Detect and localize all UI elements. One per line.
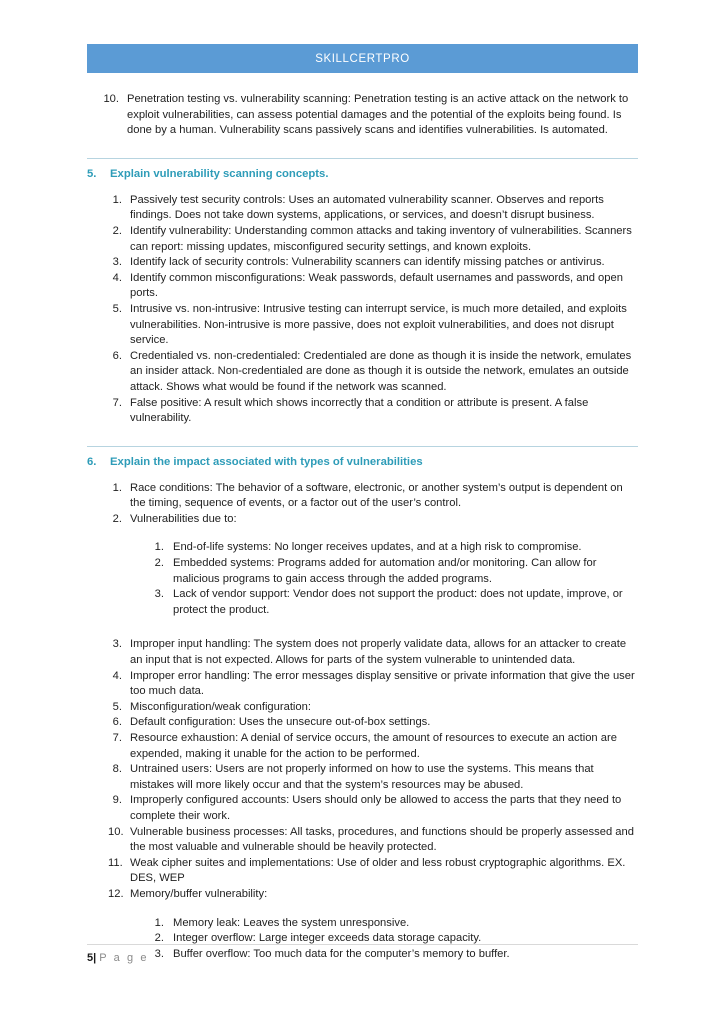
section-title: Explain the impact associated with types of vulnerabilities <box>110 455 423 468</box>
list-item-number: 7. <box>112 396 122 409</box>
list-item-number: 2. <box>112 512 122 525</box>
list-item-number: 10. <box>108 825 124 838</box>
list-item-text: Vulnerabilities due to: <box>130 512 237 525</box>
continued-list <box>87 92 638 139</box>
section-6-sublist-a <box>87 540 638 618</box>
list-item-number: 6. <box>112 349 122 362</box>
list-item-number: 4. <box>112 669 122 682</box>
list-item-number: 1. <box>112 193 122 206</box>
list-item <box>108 669 638 700</box>
footer-page-number: 5 <box>87 952 94 964</box>
list-item <box>150 540 638 556</box>
list-item-text: Misconfiguration/weak configuration: <box>130 700 311 713</box>
page-number-label <box>87 952 638 964</box>
list-item <box>108 715 638 731</box>
list-item-text: Intrusive vs. non-intrusive: Intrusive testing can interrupt service, is much more detailed, and exploits vulnerabilities. Non-intrusive is more passive, does not exploit vulnerabilities, and does not disrupt service. <box>130 302 627 347</box>
list-item-text: Identify lack of security controls: Vulnerability scanners can identify missing patches or antivirus. <box>130 256 605 269</box>
list-item-number: 3. <box>112 256 122 269</box>
list-item <box>108 856 638 887</box>
list-item <box>108 193 638 224</box>
footer-separator: | <box>93 952 97 964</box>
list-item-number: 11. <box>108 856 123 869</box>
list-item-text: Race conditions: The behavior of a software, electronic, or another system’s output is dependent on the timing, sequence of events, or a factor out of the user’s control. <box>130 481 623 510</box>
list-item-text: Improper input handling: The system does not properly validate data, allows for an attacker to create an input that is not expected. Allows for parts of the system vulnerable to unintended data. <box>130 638 627 667</box>
list-item-text: Untrained users: Users are not properly informed on how to use the systems. This means that mistakes will more likely occur and that the system’s resources may be abused. <box>130 763 594 791</box>
list-item-number: 4. <box>112 271 122 284</box>
list-item-number: 5. <box>112 302 122 315</box>
list-item <box>108 302 638 349</box>
list-item-number: 5. <box>112 700 122 713</box>
section-number: 5. <box>87 167 97 180</box>
list-item <box>108 637 638 668</box>
list-item-text: Default configuration: Uses the unsecure out-of-box settings. <box>130 716 431 729</box>
list-item-number: 2. <box>154 932 164 945</box>
list-item-text: Passively test security controls: Uses an automated vulnerability scanner. Observes and reports findings. Does not take down systems, applications, or services, and doesn’t disrupt business. <box>130 193 604 222</box>
page-footer <box>87 944 638 964</box>
list-item-number: 1. <box>154 541 164 554</box>
section-divider <box>87 158 638 159</box>
spacer <box>87 73 638 92</box>
list-item-text: Credentialed vs. non-credentialed: Credentialed are done as though it is inside the network, emulates an insider attack. Non-credentialed are done as though it is outside the network, emulates an outside attack. Shows what would be found if the network was scanned. <box>130 349 632 393</box>
list-item-text: End-of-life systems: No longer receives updates, and at a high risk to compromise. <box>173 541 582 554</box>
list-item <box>108 793 638 824</box>
list-item-text: False positive: A result which shows incorrectly that a condition or attribute is present. A false vulnerability. <box>130 396 589 425</box>
list-item-number: 12. <box>108 887 124 900</box>
section-title: Explain vulnerability scanning concepts. <box>110 167 329 180</box>
list-item-text: Improperly configured accounts: Users should only be allowed to access the parts that they need to complete their work. <box>130 794 622 822</box>
spacer <box>87 903 638 916</box>
spacer <box>87 180 638 193</box>
list-item <box>108 825 638 856</box>
list-item-number: 10. <box>103 93 119 105</box>
page-header-banner <box>87 44 638 73</box>
list-item-text: Vulnerable business processes: All tasks, procedures, and functions should be properly assessed and the most valuable and vulnerable should be heavily protected. <box>130 825 634 854</box>
spacer <box>87 427 638 446</box>
list-item-text: Lack of vendor support: Vendor does not support the product: does not update, improve, or protect the product. <box>173 588 623 616</box>
list-item-text: Integer overflow: Large integer exceeds data storage capacity. <box>173 932 482 945</box>
section-heading-5 <box>87 168 638 180</box>
list-item <box>108 224 638 255</box>
list-item-text: Memory/buffer vulnerability: <box>130 887 268 900</box>
list-item <box>108 512 638 528</box>
spacer <box>87 468 638 481</box>
list-item-text: Resource exhaustion: A denial of service occurs, the amount of resources to execute an action are expended, making it unable for the action to be performed. <box>130 732 617 760</box>
list-item-number: 3. <box>154 947 164 960</box>
section-5-list <box>87 193 638 427</box>
list-item-text: Memory leak: Leaves the system unresponsive. <box>173 916 410 929</box>
list-item <box>108 349 638 396</box>
list-item <box>101 92 638 139</box>
list-item-text: Penetration testing vs. vulnerability scanning: Penetration testing is an active attack on the network to exploit vulnerabilities, can assess potential damages and the potential of the exploits being found. Is done by a human. Vulnerability scans passively scans and identifies vulnerabilities. Is automated. <box>127 93 629 137</box>
footer-divider <box>87 944 638 945</box>
list-item-text: Improper error handling: The error messages display sensitive or private information that give the user too much data. <box>130 669 635 698</box>
section-divider <box>87 446 638 447</box>
page-content <box>87 0 638 962</box>
section-6-list-part-a <box>87 481 638 528</box>
list-item-number: 6. <box>112 716 122 729</box>
list-item <box>108 271 638 302</box>
list-item <box>108 731 638 762</box>
list-item-number: 1. <box>154 916 164 929</box>
list-item-number: 9. <box>112 794 122 807</box>
list-item-text: Weak cipher suites and implementations: Use of older and less robust cryptographic algorithms. EX. DES, WEP <box>130 856 626 885</box>
list-item <box>108 762 638 793</box>
list-item <box>108 700 638 716</box>
spacer <box>87 527 638 540</box>
spacer <box>87 139 638 158</box>
spacer <box>87 618 638 637</box>
list-item-number: 1. <box>112 481 122 494</box>
list-item <box>108 481 638 512</box>
list-item-number: 8. <box>112 763 122 776</box>
list-item-number: 3. <box>112 638 122 651</box>
section-6-list-part-b <box>87 637 638 902</box>
list-item <box>108 396 638 427</box>
list-item-number: 2. <box>154 557 164 570</box>
list-item <box>150 916 638 932</box>
list-item <box>108 887 638 903</box>
footer-page-word: P a g e <box>99 952 149 964</box>
list-item-number: 2. <box>112 224 122 237</box>
list-item-number: 7. <box>112 732 122 744</box>
list-item-text: Identify vulnerability: Understanding common attacks and taking inventory of vulnerabilities. Scanners can report: missing updates, misconfigured security settings, and known exploits. <box>130 224 632 253</box>
list-item-text: Buffer overflow: Too much data for the computer’s memory to buffer. <box>173 947 510 960</box>
list-item-number: 3. <box>154 588 164 601</box>
brand-title: SKILLCERTPRO <box>315 52 410 65</box>
list-item-text: Embedded systems: Programs added for automation and/or monitoring. Can allow for malicious programs to gain access through the added programs. <box>173 557 597 585</box>
list-item <box>150 587 638 618</box>
section-number: 6. <box>87 455 97 468</box>
list-item-text: Identify common misconfigurations: Weak passwords, default usernames and passwords, and open ports. <box>130 271 623 300</box>
section-heading-6 <box>87 456 638 468</box>
list-item <box>150 556 638 587</box>
list-item <box>108 255 638 271</box>
